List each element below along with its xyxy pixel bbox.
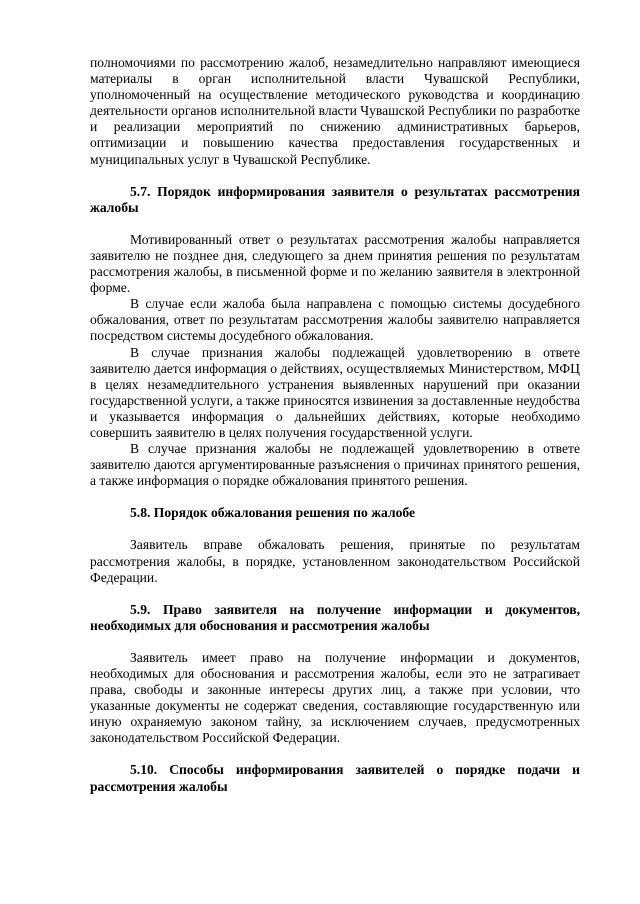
section-5-8-paragraph-1: Заявитель вправе обжаловать решения, принятые по результатам рассмотрения жалобы, в порядке, установленном законодательством Российской Федерации. <box>90 537 580 585</box>
section-5-7-paragraph-1: Мотивированный ответ о результатах рассмотрения жалобы направляется заявителю не позднее дня, следующего за днем принятия решения по результатам рассмотрения жалобы, в письменной форме и по желанию заявителя в электронной форме. <box>90 231 580 296</box>
section-heading-5-7: 5.7. Порядок информирования заявителя о результатах рассмотрения жалобы <box>90 183 580 215</box>
section-5-7-paragraph-3: В случае признания жалобы подлежащей удовлетворению в ответе заявителю дается информация о действиях, осуществляемых Министерством, МФЦ в целях незамедлительного устранения выявленных нарушений при оказании государственной услуги, а также приносятся извинения за доставленные неудобства и указывается информация о дальнейших действиях, которые необходимо совершить заявителю в целях получения государственной услуги. <box>90 344 580 440</box>
spacer <box>90 746 580 762</box>
section-5-7-paragraph-2: В случае если жалоба была направлена с помощью системы досудебного обжалования, ответ по результатам рассмотрения жалобы заявителю направляется посредством системы досудебного обжалования. <box>90 296 580 344</box>
spacer <box>90 586 580 602</box>
intro-paragraph: полномочиями по рассмотрению жалоб, незамедлительно направляют имеющиеся материалы в орган исполнительной власти Чувашской Республики, уполномоченный на осуществление методического руководства и координацию деятельности органов исполнительной власти Чувашской Республики по разработке и реализации мероприятий по снижению административных барьеров, оптимизации и повышению качества предоставления государственных и муниципальных услуг в Чувашской Республике. <box>90 55 580 167</box>
section-heading-5-10: 5.10. Способы информирования заявителей о порядке подачи и рассмотрения жалобы <box>90 762 580 794</box>
spacer <box>90 489 580 505</box>
spacer <box>90 634 580 650</box>
section-heading-5-8: 5.8. Порядок обжалования решения по жалобе <box>130 505 416 521</box>
spacer <box>90 216 580 232</box>
section-5-7-paragraph-4: В случае признания жалобы не подлежащей удовлетворению в ответе заявителю даются аргументированные разъяснения о причинах принятого решения, а также информация о порядке обжалования принятого решения. <box>90 441 580 489</box>
spacer <box>90 168 580 184</box>
section-heading-5-9: 5.9. Право заявителя на получение информации и документов, необходимых для обоснования и рассмотрения жалобы <box>90 601 580 633</box>
spacer <box>90 521 580 537</box>
section-5-9-paragraph-1: Заявитель имеет право на получение информации и документов, необходимых для обоснования и рассмотрения жалобы, если это не затрагивает права, свободы и законные интересы других лиц, а также при условии, что указанные документы не содержат сведения, составляющие государственную или иную охраняемую законом тайну, за исключением случаев, предусмотренных законодательством Российской Федерации. <box>90 649 580 746</box>
